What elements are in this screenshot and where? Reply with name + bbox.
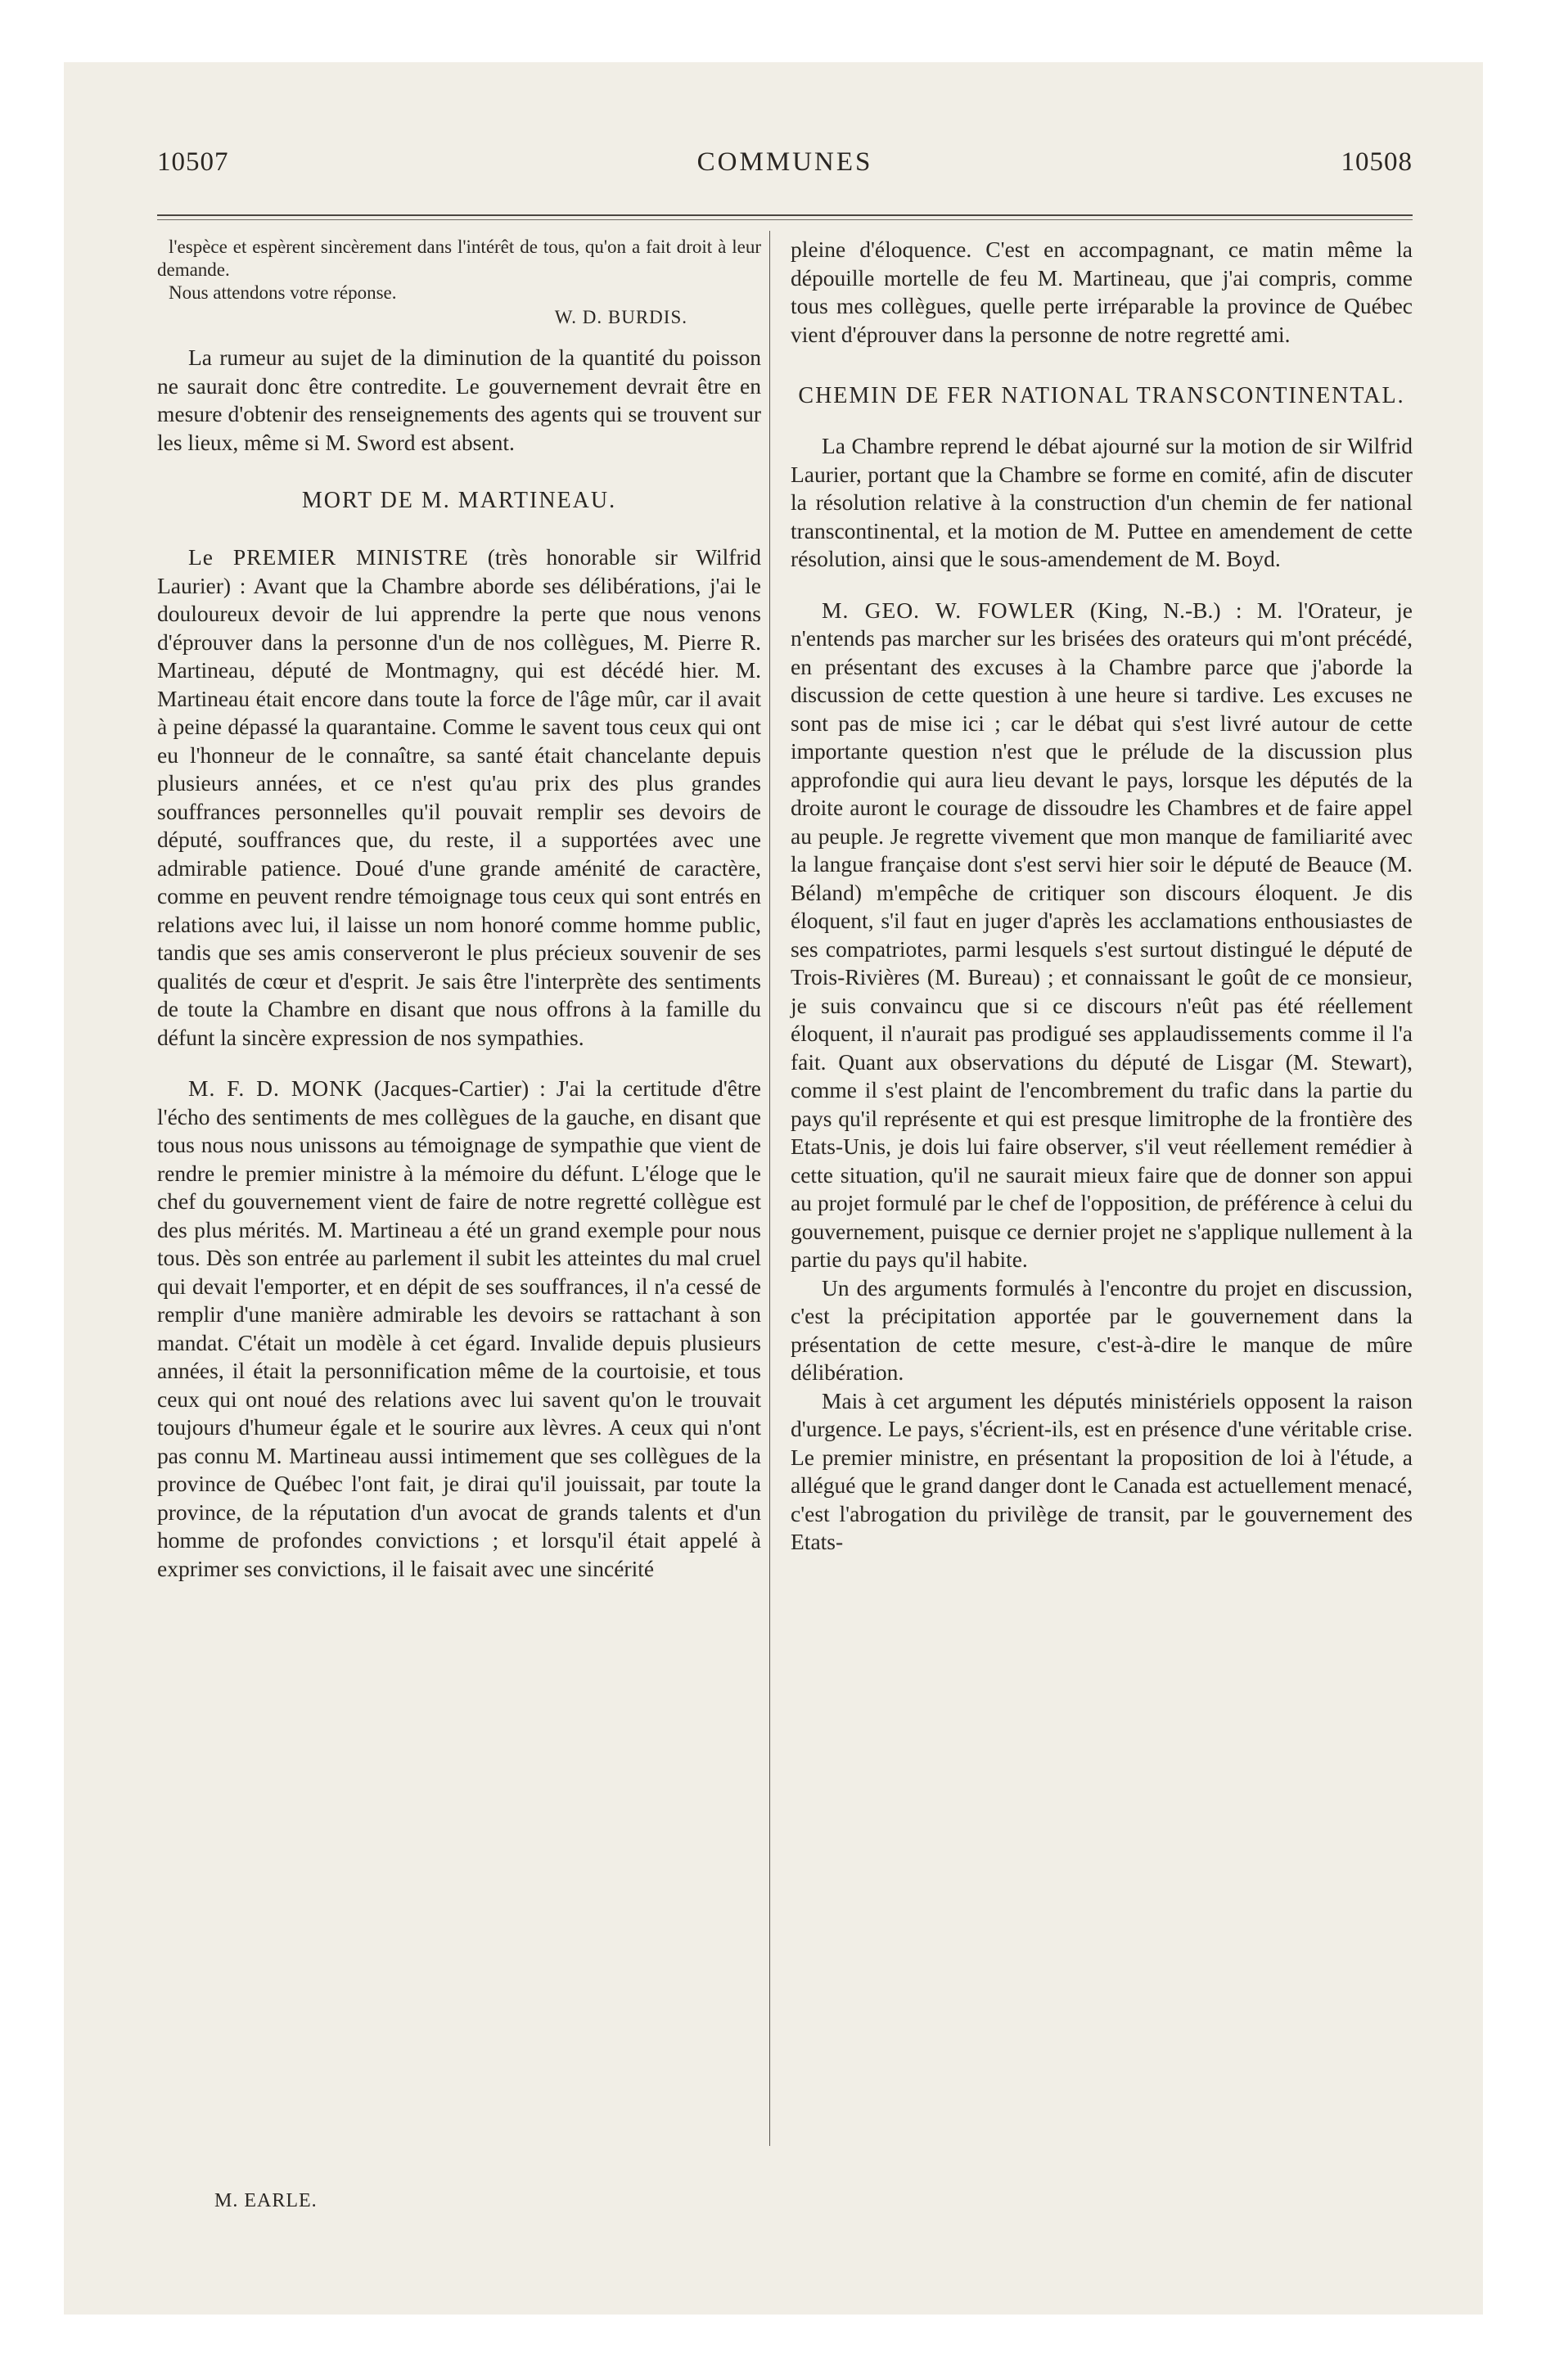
letter-text: l'espèce et espèrent sincèrement dans l'intérêt de tous, qu'on a fait droit à leur demande. [157,237,761,280]
header-rule [157,214,1413,216]
header-rule-thin [157,219,1413,220]
speaker-name: M. F. D. MONK [188,1075,363,1101]
page-number-right: 10508 [1341,147,1413,177]
quoted-letter [157,236,761,331]
speech-text: (King, N.-B.) : M. l'Orateur, je n'entends pas marcher sur les brisées des orateurs qui m'ont précédé, en présentant des excuses à la Chambre parce que j'aborde la discussion de cette question à une heure si tardive. Les excuses ne sont pas de mise ici ; car le débat qui s'est livré autour de cette importante question n'est que le prélude de la discussion plus approfondie qui aura lieu devant le pays, lorsque les députés de la droite auront le courage de dissoudre les Chambres et de faire appel au peuple. Je regrette vivement que mon manque de familiarité avec la langue française dont s'est servi hier soir le député de Beauce (M. Béland) m'empêche de critiquer son discours éloquent. Je dis éloquent, s'il faut en juger d'après les acclamations enthousiastes de ses compatriotes, parmi lesquels s'est surtout distingué le député de Trois-Rivières (M. Bureau) ; et connaissant le goût de ce monsieur, je suis convaincu que si ce discours n'eût pas été réellement éloquent, il n'aurait pas prodigué ses applaudissements comme il l'a fait. Quant aux observations du député de Lisgar (M. Stewart), comme il s'est plaint de l'encombrement du trafic dans la partie du pays qu'il représente et qui est presque limitrophe de la frontière des Etats-Unis, je dois lui faire observer, s'il veut réellement remédier à cette situation, qu'il ne saurait mieux faire que de donner son appui au projet formulé par le chef de l'opposition, de préférence à celui du gouvernement, puisque ce dernier projet ne s'applique nullement à la partie du pays qu'il habite. [791,597,1413,1272]
letter-signature: W. D. BURDIS. [554,307,687,327]
letter-closing: Nous attendons votre réponse. [169,282,397,303]
column-divider [769,231,770,2146]
speech-text: (très honorable sir Wilfrid Laurier) : Avant que la Chambre aborde ses délibérations, j'ai le douloureux devoir de lui apprendre la perte que nous venons d'éprouver dans la personne d'un de nos collègues, M. Pierre R. Martineau, député de Montmagny, qui est décédé hier. M. Martineau était encore dans toute la force de l'âge mûr, car il avait à peine dépassé la quarantaine. Comme le savent tous ceux qui ont eu l'honneur de le connaître, sa santé était chancelante depuis plusieurs années, et ce n'est qu'au prix des plus grandes souffrances personnelles qu'il pouvait remplir ses devoirs de député, souffrances que, du reste, il a supportées avec une admirable patience. Doué d'une grande aménité de caractère, comme en peuvent rendre témoignage tous ceux qui sont entrés en relations avec lui, il laisse un nom honoré comme homme public, tandis que ses amis conserveront le plus précieux souvenir de ses qualités de cœur et d'esprit. Je sais être l'interprète des sentiments de toute la Chambre en disant que nous offrons à la famille du défunt la sincère expression de nos sympathies. [157,544,761,1050]
speech-text: (Jacques-Cartier) : J'ai la certitude d'être l'écho des sentiments de mes collègues de la gauche, en disant que tous nous nous unissons au témoignage de sympathie que vient de rendre le premier ministre à la mémoire du défunt. L'éloge que le chef du gouvernement vient de faire de notre regretté collègue est des plus mérités. M. Martineau a été un grand exemple pour nous tous. Dès son entrée au parlement il subit les atteintes du mal cruel qui devait l'emporter, et en dépit de ses souffrances, il n'a cessé de remplir d'une manière admirable les devoirs se rattachant à son mandat. C'était un modèle à cet égard. Invalide depuis plusieurs années, il était la personnification même de la courtoisie, et tous ceux qui ont noué des relations avec lui savent qu'on le trouvait toujours d'humeur égale et le sourire aux lèvres. A ceux qui n'ont pas connu M. Martineau aussi intimement que ses collègues de la province de Québec l'ont fait, je dirai qu'il jouissait, par toute la province, de la réputation d'un avocat de grands talents et d'un homme de profondes convictions ; et lorsqu'il était appelé à exprimer ses convictions, il le faisait avec une sincérité [157,1075,761,1581]
paragraph: La Chambre reprend le débat ajourné sur la motion de sir Wilfrid Laurier, portant que la Chambre se forme en comité, afin de discuter la résolution relative à la construction d'un chemin de fer national transcontinental, et la motion de M. Puttee en amendement de cette résolution, ainsi que le sous-amendement de M. Boyd. [791,433,1413,571]
page-footer-mark: M. EARLE. [214,2190,318,2211]
paragraph: La rumeur au sujet de la diminution de la quantité du poisson ne saurait donc être contredite. Le gouvernement devrait être en mesure d'obtenir des renseignements des agents qui se trouvent sur les lieux, même si M. Sword est absent. [157,345,761,455]
right-column [791,236,1413,1557]
speech-paragraph [157,1075,761,1583]
paragraph: pleine d'éloquence. C'est en accompagnant, ce matin même la dépouille mortelle de feu M. Martineau, que j'ai compris, comme tous mes collègues, quelle perte irréparable la province de Québec vient d'éprouver dans la personne de notre regretté ami. [791,237,1413,347]
page-header [157,147,1413,188]
section-heading: CHEMIN DE FER NATIONAL TRANSCONTINENTAL. [798,383,1405,408]
paragraph: Mais à cet argument les députés ministériels opposent la raison d'urgence. Le pays, s'écrient-ils, est en présence d'une véritable crise. Le premier ministre, en présentant la proposition de loi à l'étude, a allégué que le grand danger dont le Canada est actuellement menacé, c'est l'abrogation du privilège de transit, par le gouvernement des Etats- [791,1387,1413,1554]
left-column [157,236,761,1583]
section-heading: MORT DE M. MARTINEAU. [301,488,617,513]
running-title: COMMUNES [696,147,873,177]
speech-paragraph [791,597,1413,1274]
paragraph: Un des arguments formulés à l'encontre du projet en discussion, c'est la précipitation apportée par le gouvernement dans la présentation de cette mesure, c'est-à-dire le manque de mûre délibération. [791,1274,1413,1385]
speaker-name: M. GEO. W. FOWLER [822,597,1075,623]
speaker-name: Le PREMIER MINISTRE [188,544,469,570]
speech-paragraph [157,543,761,1052]
page-number-left: 10507 [157,147,229,177]
